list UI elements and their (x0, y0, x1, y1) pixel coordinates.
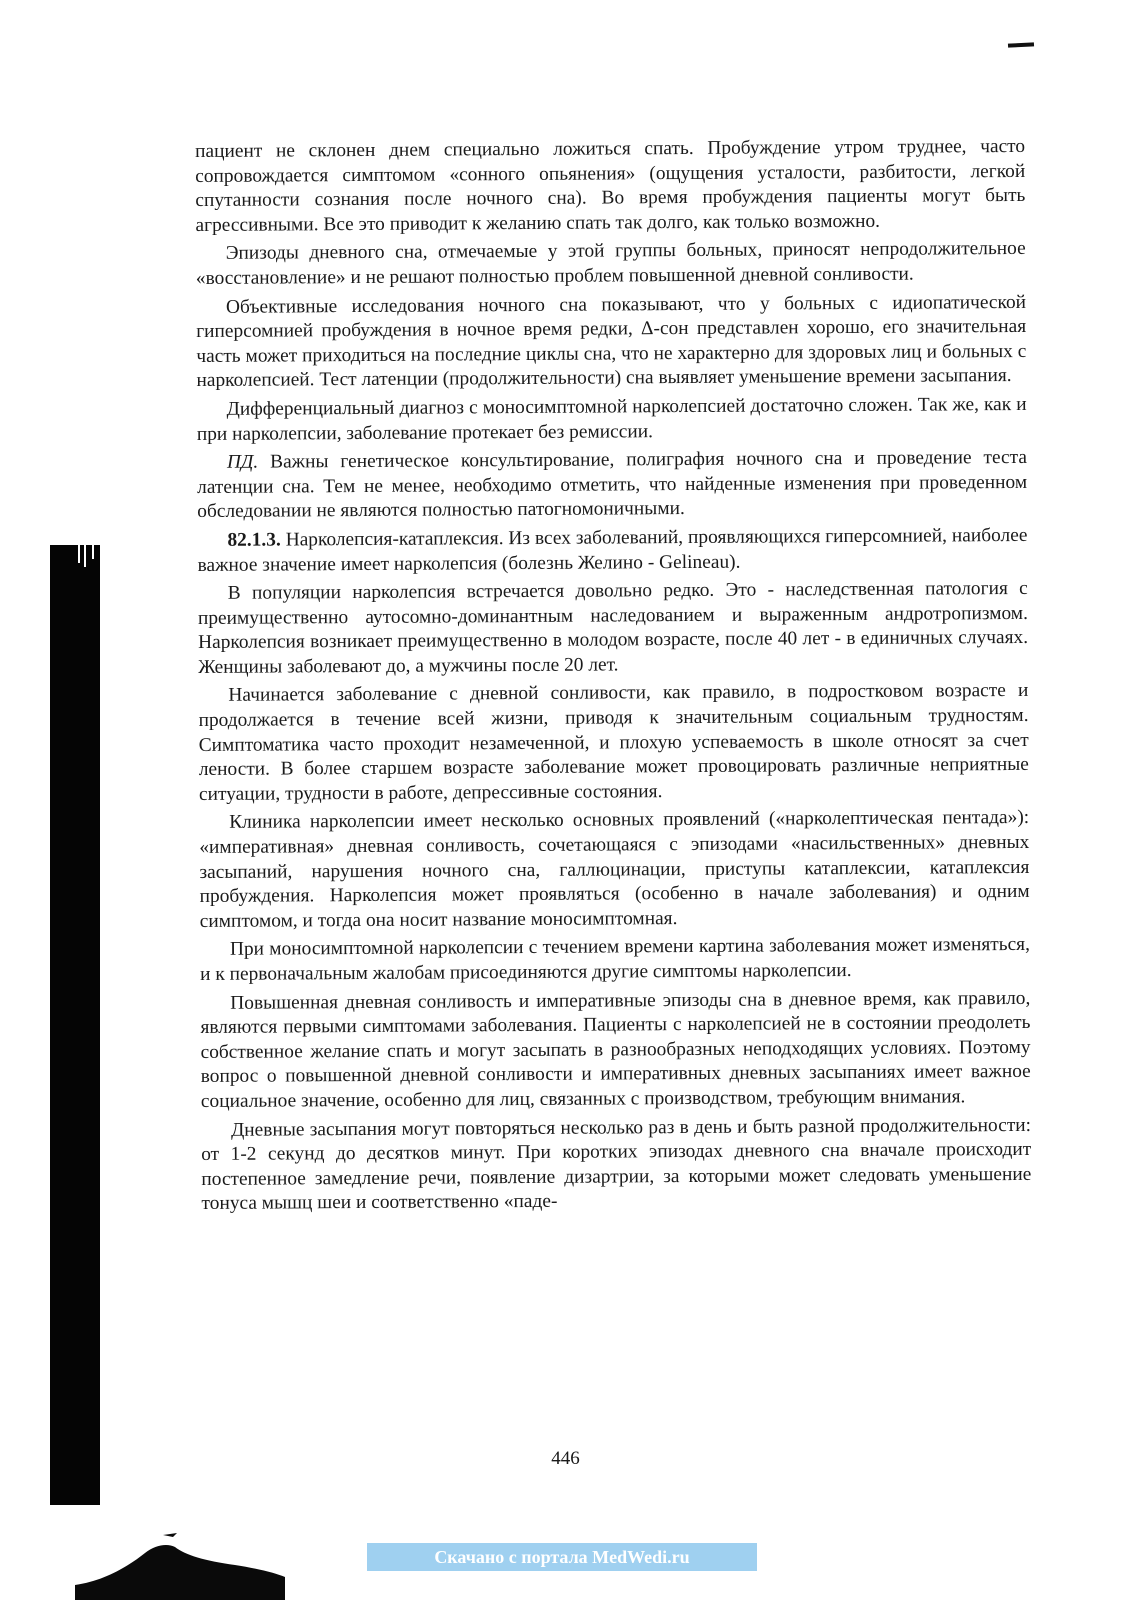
body-text (195, 135, 1032, 1217)
scan-binding-shadow (50, 545, 100, 1505)
section-number: 82.1.3. (227, 529, 281, 551)
scan-corner-mark (1008, 42, 1034, 47)
paragraph-6 (197, 524, 1027, 578)
paragraph-1: пациент не склонен днем специально ложиться спать. Пробуждение утром труднее, часто сопровождается симптомом «сонного опьянения» (ощущения усталости, разбитости, легкой спутанности сознания после ночного сна). Во время пробуждения пациенты могут быть агрессивными. Все это приводит к желанию спать так долго, как только возможно. (195, 135, 1026, 236)
paragraph-8: Начинается заболевание с дневной сонливости, как правило, в подростковом возрасте и продолжается в течение всей жизни, приводя к значительным социальным трудностям. Симптоматика часто проходит незамеченной, и плохую успеваемость в школе относят за счет лености. В более старшем возрасте заболевание может провоцировать различные неприятные ситуации, трудности в работе, депрессивные состояния. (198, 680, 1029, 805)
paragraph-12: Дневные засыпания могут повторяться несколько раз в день и быть разной продолжительности: от 1-2 секунд до десятков минут. При коротких эпизодах дневного сна вначале происходит постепенное замедление речи, появление дизартрии, за которыми может следовать уменьшение тонуса мышц шеи и соответственно «паде- (201, 1114, 1032, 1215)
page-number: 446 (551, 1448, 580, 1469)
paragraph-11: Повышенная дневная сонливость и императивные эпизоды сна в дневное время, как правило, являются первыми симптомами заболевания. Пациенты с нарколепсией не в состоянии преодолеть собственное желание спать и могут засыпать в разнообразных неподходящих условиях. Поэтому вопрос о повышенной дневной сонливости и императивных дневных засыпаниях имеет важное социальное значение, особенно для лиц, связанных с производством, требующим внимания. (200, 987, 1031, 1112)
pd-label: ПД. (226, 451, 259, 473)
paragraph-5 (197, 446, 1027, 525)
paragraph-4: Дифференциальный диагноз с моносимптомной нарколепсией достаточно сложен. Так же, как и при нарколепсии, заболевание протекает без ремиссии. (196, 393, 1027, 445)
paragraph-9: Клиника нарколепсии имеет несколько основных проявлений («нарколептическая пентада»): «императивная» дневная сонливость, сочетающаяся с эпизодами «насильственных» дневных засыпаний, нарушения ночного сна, галлюцинации, приступы катаплексии, катаплексия пробуждения. Нарколепсия может проявляться (особенно в начале заболевания) и одним симптомом, и тогда она носит название моносимптомная. (199, 807, 1030, 932)
paragraph-6-text: Нарколепсия-катаплексия. Из всех заболеваний, проявляющихся гиперсомнией, наиболее важное значение имеет нарколепсия (болезнь Желино - Gelineau). (197, 524, 1028, 576)
paragraph-3: Объективные исследования ночного сна показывают, что у больных с идиопатической гиперсомнией пробуждения в ночное время редки, Δ-сон представлен хорошо, его значительная часть может приходиться на последние циклы сна, что не характерно для здоровых лиц и больных с нарколепсией. Тест латенции (продолжительности) сна выявляет уменьшение времени засыпания. (196, 291, 1027, 392)
paragraph-10: При моносимптомной нарколепсии с течением времени картина заболевания может изменяться, и к первоначальным жалобам присоединяются другие симптомы нарколепсии. (200, 934, 1030, 985)
paragraph-2: Эпизоды дневного сна, отмечаемые у этой группы больных, приносят непродолжительное «восстановление» и не решают полностью проблем повышенной дневной сонливости. (195, 238, 1026, 289)
paragraph-7: В популяции нарколепсия встречается довольно редко. Это - наследственная патология с преимущественно аутосомно-доминантным наследованием и выраженным андротропизмом. Нарколепсия возникает преимущественно в молодом возрасте, после 40 лет - в единичных случаях. Женщины заболевают до, а мужчины после 20 лет. (197, 578, 1029, 678)
paragraph-5-text: Важны генетическое консультирование, полиграфия ночного сна и проведение теста латенции сна. Тем не менее, необходимо отметить, что найденные изменения при проведенном обследовании не являются полностью патогномоничными. (197, 447, 1028, 523)
scan-bottom-shadow (75, 1525, 285, 1600)
download-watermark: Скачано с портала MedWedi.ru (367, 1543, 757, 1571)
